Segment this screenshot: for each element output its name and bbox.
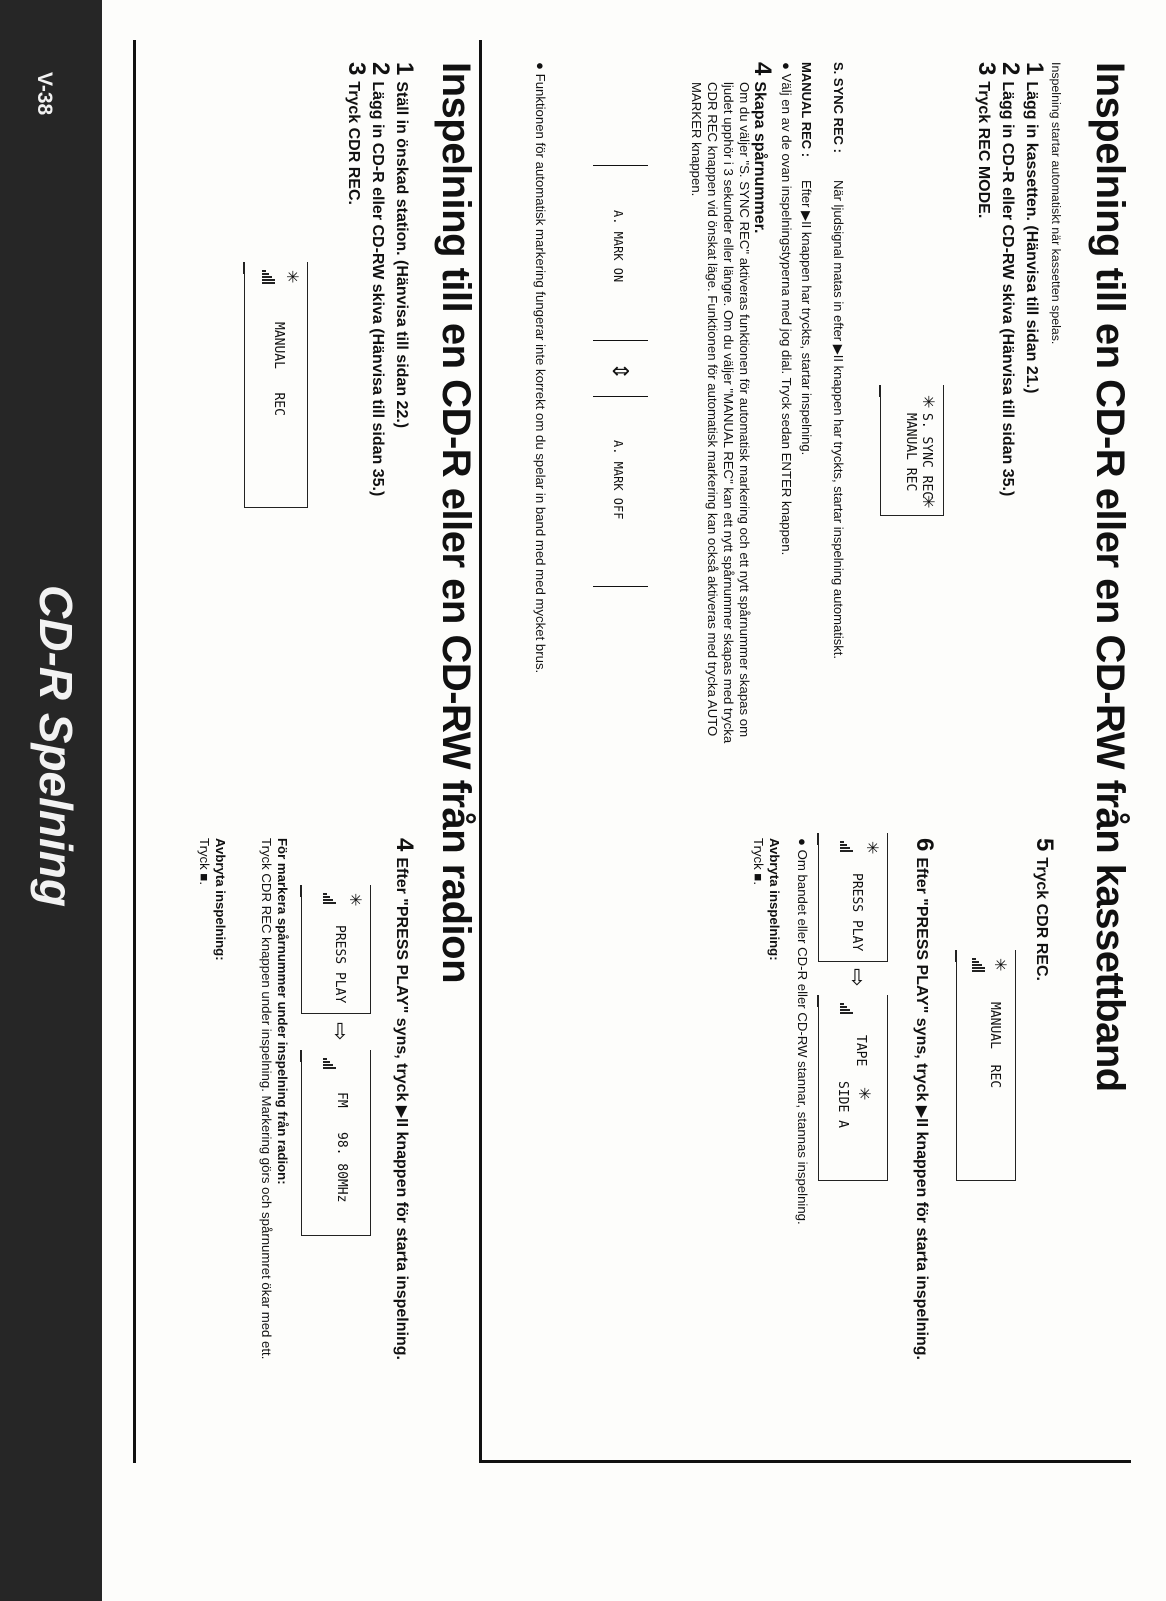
amark-off: A. MARK OFF bbox=[611, 440, 625, 520]
section2-bottom-rule bbox=[133, 40, 136, 1463]
section1-right-rule bbox=[481, 1460, 1131, 1463]
amark-on: A. MARK ON bbox=[611, 210, 625, 283]
s2-step-3: 3Tryck CDR REC. bbox=[343, 62, 370, 205]
arrow-right-icon: ⇨ bbox=[328, 1022, 353, 1041]
amark-divider-left bbox=[593, 165, 648, 166]
lcd-step-6b bbox=[818, 995, 888, 1181]
lcd-s2-4b-band: FM bbox=[334, 1092, 349, 1108]
def-manual-text: Efter ▶II knappen har tryckts, startar inspelning. bbox=[799, 180, 814, 456]
s1-step-3: 3Tryck REC MODE. bbox=[973, 62, 1000, 219]
blink-icon: ✳ bbox=[855, 1087, 872, 1101]
blink-icon: ✳ bbox=[991, 958, 1008, 972]
s1-bullet-2: ● Funktionen för automatisk markering fungerar inte korrekt om du spelar in band med med mycket brus. bbox=[533, 62, 548, 674]
lcd-5-text: MANUAL REC bbox=[987, 1002, 1002, 1089]
arrow-right-icon: ⇨ bbox=[845, 968, 870, 987]
def-sync-text: När ljudsignal matas in efter ▶II knappen har tryckts, startar inspelning automatiskt. bbox=[831, 180, 846, 659]
section1-title: Inspelning till en CD-R eller en CD-RW från kassettband bbox=[1088, 62, 1132, 1092]
section1-bottom-rule bbox=[479, 40, 482, 1463]
s1-step-4: 4Skapa spårnummer. bbox=[749, 62, 776, 234]
s1-cancel-text: Tryck ■. bbox=[751, 838, 766, 886]
amark-divider-mid2 bbox=[593, 396, 648, 397]
s2-step-2: 2Lägg in CD-R eller CD-RW skiva (Hänvisa till sidan 35.) bbox=[367, 62, 394, 497]
s1-step-1: 1Lägg in kassetten. (Hänvisa till sidan 21.) bbox=[1021, 62, 1048, 394]
s1-bullet-1: ● Välj en av de ovan inspelningstyperna med jog dial. Tryck sedan ENTER knappen. bbox=[779, 62, 794, 556]
blink-icon: ✳ bbox=[919, 395, 936, 409]
lcd-s2-4b-freq: 98. 80MHz bbox=[334, 1132, 349, 1203]
amark-divider-mid1 bbox=[593, 340, 648, 341]
lcd-s2-4a-text: PRESS PLAY bbox=[332, 925, 347, 1004]
s2-mark-text: Tryck CDR REC knappen under inspelning. Markering görs och spårnumret ökar med ett. bbox=[259, 838, 274, 1360]
lcd-step-6a bbox=[818, 833, 888, 962]
level-meter-icon bbox=[840, 1003, 853, 1031]
s2-mark-title: För markera spårnummer under inspelning från radion: bbox=[275, 838, 290, 1185]
blink-icon: ✳ bbox=[863, 841, 880, 855]
page-number: V-38 bbox=[33, 72, 56, 116]
lcd-s2-step-4b bbox=[301, 1050, 371, 1236]
s2-step-4: 4Efter "PRESS PLAY" syns, tryck ▶II knappen för starta inspelning. bbox=[391, 838, 418, 1360]
lcd-rec-mode bbox=[880, 385, 944, 516]
blink-icon: ✳ bbox=[919, 495, 936, 509]
s1-step-4-text: Om du väljer "S. SYNC REC" aktiveras funktionen för automatisk markering och ett nytt spårnummer skapas om ljudet upphör i 3 sekunder eller längre. Om du väljer "MANUAL REC" kan ett nytt spårnummer skapas med trycka CDR REC knappen vid önskat läge. Funktionen för automatisk markering kan också aktiveras med trycka AUTO MARKER knappen. bbox=[689, 82, 752, 744]
s1-bullet-3: ● Om bandet eller CD-R eller CD-RW stannar, stannas inspelning. bbox=[795, 838, 810, 1225]
blink-icon: ✳ bbox=[283, 270, 300, 284]
level-meter-icon bbox=[323, 893, 336, 921]
amark-divider-right bbox=[593, 586, 648, 587]
lcd-s2-step-3 bbox=[244, 262, 308, 508]
bidirectional-arrow-icon: ⇕ bbox=[608, 362, 633, 381]
lcd-6b-side: SIDE A bbox=[835, 1081, 850, 1128]
footer-banner-title: CD-R Spelning bbox=[30, 585, 82, 907]
level-meter-icon bbox=[262, 270, 275, 298]
s1-cancel-title: Avbryta inspelning: bbox=[767, 838, 782, 961]
section1-intro: Inspelning startar automatiskt när kassetten spelas. bbox=[1049, 62, 1063, 345]
level-meter-icon bbox=[323, 1058, 336, 1086]
blink-icon: ✳ bbox=[346, 893, 363, 907]
s2-step-1: 1Ställ in önskad station. (Hänvisa till sidan 22.) bbox=[391, 62, 418, 429]
def-sync-label: S. SYNC REC : bbox=[831, 62, 846, 154]
s2-cancel-text: Tryck ■. bbox=[197, 838, 212, 886]
s1-step-5: 5Tryck CDR REC. bbox=[1031, 838, 1058, 981]
lcd-step-5 bbox=[956, 950, 1016, 1181]
level-meter-icon bbox=[840, 841, 853, 869]
lcd-6b-tape: TAPE bbox=[853, 1035, 868, 1067]
lcd-line-2: MANUAL REC bbox=[903, 413, 918, 492]
s2-cancel-title: Avbryta inspelning: bbox=[213, 838, 228, 961]
lcd-s2-3-text: MANUAL REC bbox=[271, 322, 286, 416]
lcd-line-1: S. SYNC REC bbox=[919, 413, 934, 500]
lcd-s2-step-4a bbox=[301, 885, 371, 1014]
s1-step-2: 2Lägg in CD-R eller CD-RW skiva (Hänvisa till sidan 35.) bbox=[997, 62, 1024, 497]
def-manual-label: MANUAL REC : bbox=[799, 62, 814, 158]
lcd-6a-text: PRESS PLAY bbox=[849, 873, 864, 952]
section2-title: Inspelning till en CD-R eller en CD-RW från radion bbox=[434, 62, 478, 983]
s1-step-6: 6Efter "PRESS PLAY" syns, tryck ▶II knappen för starta inspelning. bbox=[911, 838, 938, 1360]
level-meter-icon bbox=[972, 958, 985, 986]
